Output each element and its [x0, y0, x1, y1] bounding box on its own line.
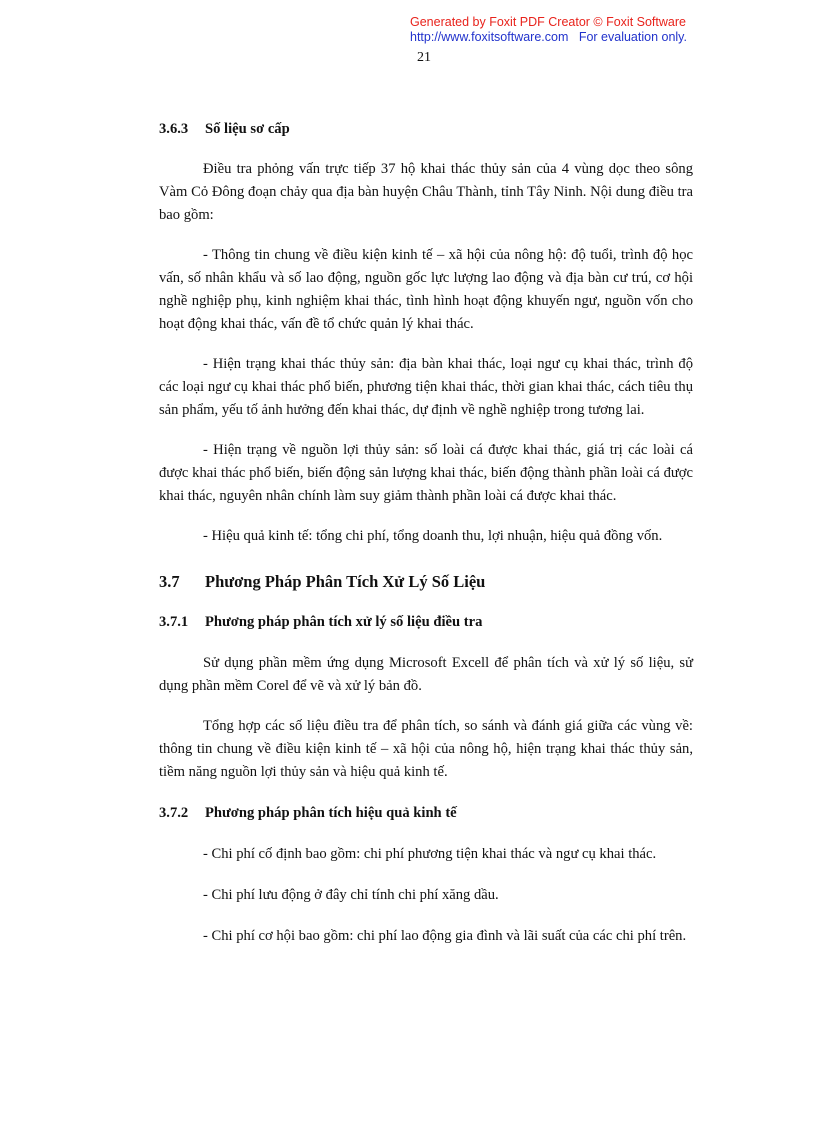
heading-3-7-2: 3.7.2 Phương pháp phân tích hiệu quả kinh tế [159, 805, 457, 821]
heading-3-7: 3.7 Phương Pháp Phân Tích Xử Lý Số Liệu [159, 572, 486, 591]
page-content [159, 118, 693, 948]
page-number: 21 [417, 50, 431, 65]
paragraph-resource-status: - Hiện trạng về nguồn lợi thủy sản: số loài cá được khai thác, giá trị các loài cá được khai thác phổ biến, biến động sản lượng khai thác, biến động thành phần loài cá được khai thác, nguyên nhân chính làm suy giảm thành phần loài cá được khai thác. [159, 442, 693, 504]
heading-3-6-3: 3.6.3 Số liệu sơ cấp [159, 121, 290, 137]
watermark-note: For evaluation only. [578, 30, 687, 44]
paragraph-variable-cost: - Chi phí lưu động ở đây chỉ tính chi phí xăng dầu. [203, 887, 499, 903]
heading-3-7-1: 3.7.1 Phương pháp phân tích xử lý số liệu điều tra [159, 614, 483, 630]
paragraph-synthesis: Tổng hợp các số liệu điều tra để phân tích, so sánh và đánh giá giữa các vùng về: thông tin chung về điều kiện kinh tế – xã hội của nông hộ, hiện trạng khai thác thủy sản, tiềm năng nguồn lợi thủy sản và hiệu quả kinh tế. [159, 718, 693, 780]
paragraph-software: Sử dụng phần mềm ứng dụng Microsoft Excell để phân tích và xử lý số liệu, sử dụng phần mềm Corel để vẽ và xử lý bản đồ. [159, 655, 693, 694]
watermark-line1: Generated by Foxit PDF Creator © Foxit Software [410, 15, 686, 29]
paragraph-fixed-cost: - Chi phí cố định bao gồm: chi phí phương tiện khai thác và ngư cụ khai thác. [203, 846, 657, 862]
paragraph-economic-efficiency: - Hiệu quả kinh tế: tổng chi phí, tổng doanh thu, lợi nhuận, hiệu quả đồng vốn. [203, 528, 663, 544]
foxit-watermark [410, 15, 687, 45]
paragraph-survey-intro: Điều tra phỏng vấn trực tiếp 37 hộ khai thác thủy sản của 4 vùng dọc theo sông Vàm Cỏ Đông đoạn chảy qua địa bàn huyện Châu Thành, tỉnh Tây Ninh. Nội dung điều tra bao gồm: [159, 161, 693, 223]
watermark-url[interactable]: http://www.foxitsoftware.com [410, 30, 569, 44]
paragraph-fishing-status: - Hiện trạng khai thác thủy sản: địa bàn khai thác, loại ngư cụ khai thác, trình độ các loại ngư cụ khai thác phổ biến, phương tiện khai thác, thời gian khai thác, cách tiêu thụ sản phẩm, yếu tố ảnh hưởng đến khai thác, dự định về nghề nghiệp trong tương lai. [159, 356, 693, 418]
paragraph-opportunity-cost: - Chi phí cơ hội bao gồm: chi phí lao động gia đình và lãi suất của các chi phí trên. [203, 928, 687, 944]
paragraph-general-info: - Thông tin chung về điều kiện kinh tế – xã hội của nông hộ: độ tuổi, trình độ học vấn, số nhân khẩu và số lao động, nguồn gốc lực lượng lao động và địa bàn cư trú, cơ hội nghề nghiệp phụ, kinh nghiệm khai thác, tình hình hoạt động khuyến ngư, nguồn vốn cho hoạt động khai thác, vấn đề tổ chức quản lý khai thác. [159, 247, 693, 332]
